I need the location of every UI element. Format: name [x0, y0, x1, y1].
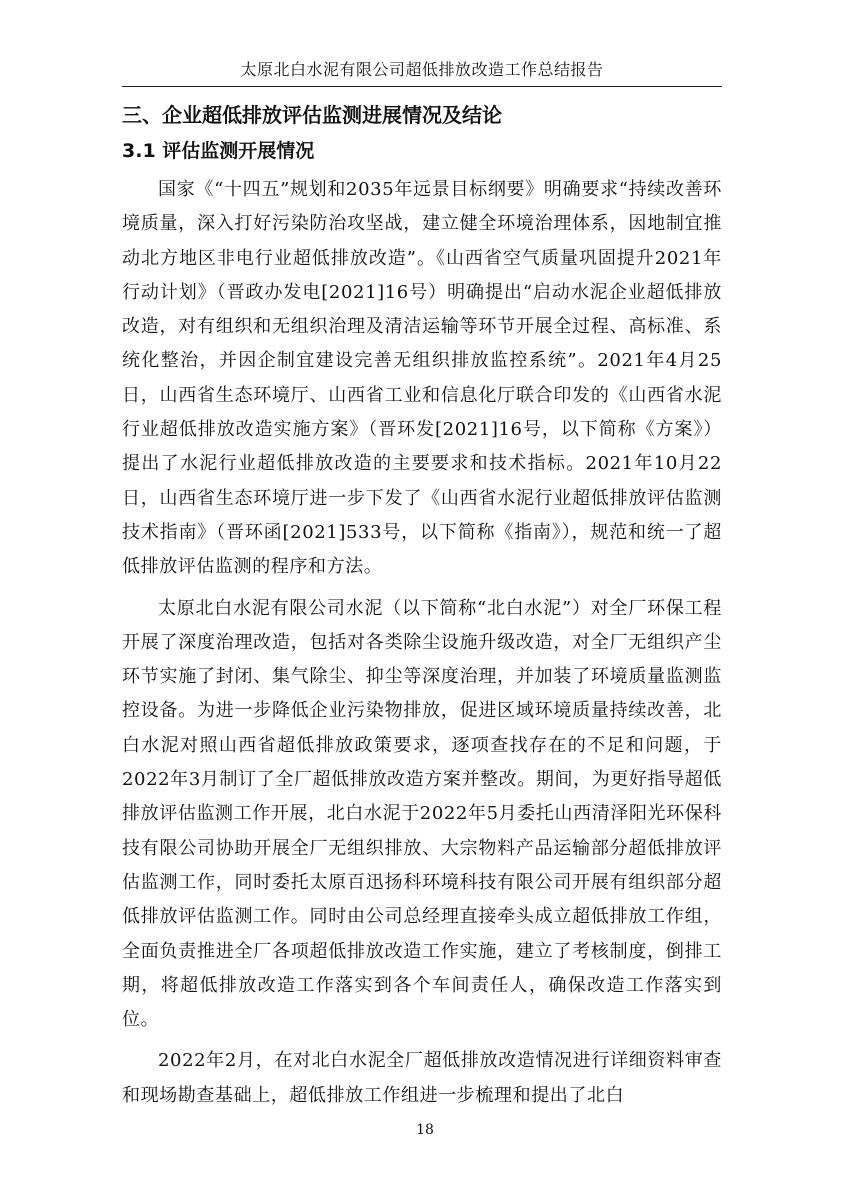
page-content [122, 97, 722, 1120]
subsection-heading: 3.1 评估监测开展情况 [122, 140, 315, 162]
paragraph-review-february: 2022年2月，在对北白水泥全厂超低排放改造情况进行详细资料审查和现场勘查基础上，超低排放工作组进一步梳理和提出了北白 [122, 1050, 722, 1106]
paragraph-company-actions: 太原北白水泥有限公司水泥（以下简称“北白水泥”）对全厂环保工程开展了深度治理改造，包括对各类除尘设施升级改造，对全厂无组织产尘环节实施了封闭、集气除尘、抑尘等深度治理，并加装了环境质量监测监控设备。为进一步降低企业污染物排放，促进区域环境质量持续改善，北白水泥对照山西省超低排放政策要求，逐项查找存在的不足和问题，于2022年3月制订了全厂超低排放改造方案并整改。期间，为更好指导超低排放评估监测工作开展，北白水泥于2022年5月委托山西清泽阳光环保科技有限公司协助开展全厂无组织排放、大宗物料产品运输部分超低排放评估监测工作，同时委托太原百迅扬科环境科技有限公司开展有组织部分超低排放评估监测工作。同时由公司总经理直接牵头成立超低排放工作组，全面负责推进全厂各项超低排放改造工作实施，建立了考核制度，倒排工期，将超低排放改造工作落实到各个车间责任人，确保改造工作落实到位。 [122, 597, 722, 1031]
page-number: 18 [416, 1122, 434, 1138]
page-header-title: 太原北白水泥有限公司超低排放改造工作总结报告 [240, 60, 604, 79]
header-divider [122, 86, 722, 87]
section-heading: 三、企业超低排放评估监测进展情况及结论 [122, 103, 502, 127]
paragraph-policy-background: 国家《“十四五”规划和2035年远景目标纲要》明确要求“持续改善环境质量，深入打好污染防治攻坚战，建立健全环境治理体系，因地制宜推动北方地区非电行业超低排放改造”。《山西省空气质量巩固提升2021年行动计划》（晋政办发电[2021]16号）明确提出“启动水泥企业超低排放改造，对有组织和无组织治理及清洁运输等环节开展全过程、高标准、系统化整治，并因企制宜建设完善无组织排放监控系统”。2021年4月25日，山西省生态环境厅、山西省工业和信息化厅联合印发的《山西省水泥行业超低排放改造实施方案》（晋环发[2021]16号，以下简称《方案》）提出了水泥行业超低排放改造的主要要求和技术指标。2021年10月22日，山西省生态环境厅进一步下发了《山西省水泥行业超低排放评估监测技术指南》（晋环函[2021]533号，以下简称《指南》），规范和统一了超低排放评估监测的程序和方法。 [122, 179, 722, 578]
